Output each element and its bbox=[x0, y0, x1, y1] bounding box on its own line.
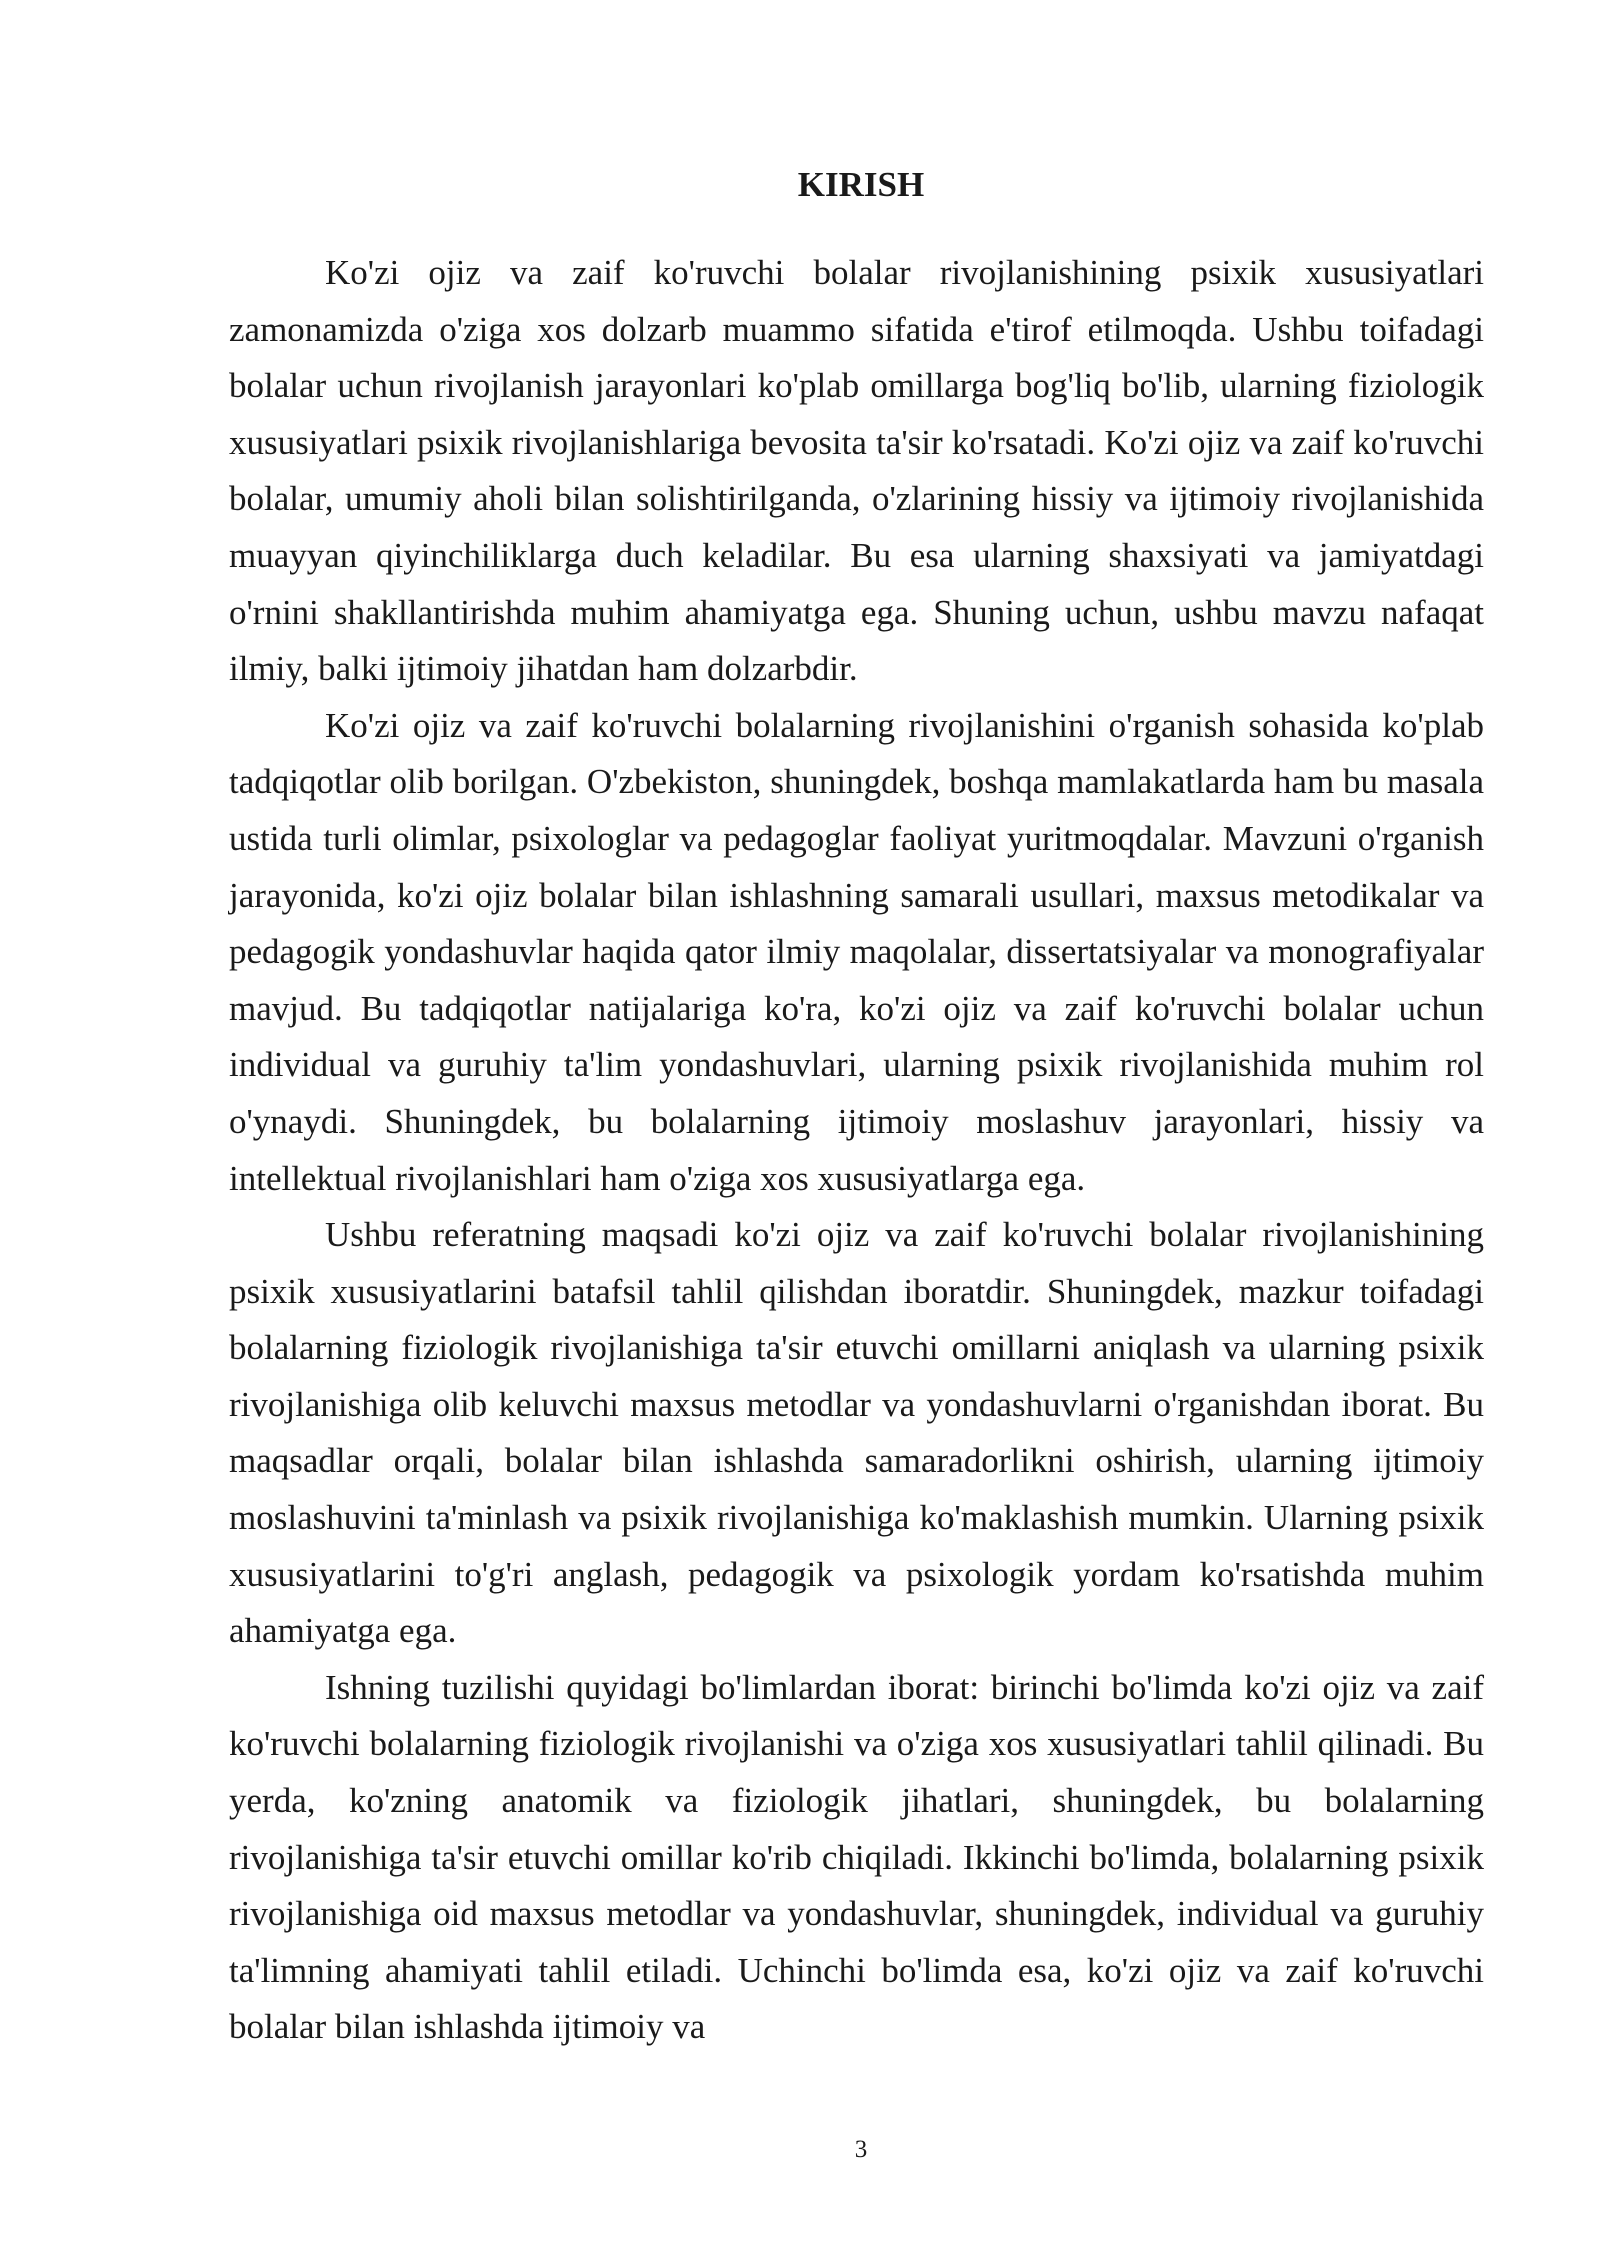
page-title: KIRISH bbox=[797, 165, 925, 204]
paragraph-2: Ko'zi ojiz va zaif ko'ruvchi bolalarning rivojlanishini o'rganish sohasida ko'plab tadqiqotlar olib borilgan. O'zbekiston, shuningdek, boshqa mamlakatlarda ham bu masala ustida turli olimlar, psixologlar va pedagoglar faoliyat yuritmoqdalar. Mavzuni o'rganish jarayonida, ko'zi ojiz bolalar bilan ishlashning samarali usullari, maxsus metodikalar va pedagogik yondashuvlar haqida qator ilmiy maqolalar, dissertatsiyalar va monografiyalar mavjud. Bu tadqiqotlar natijalariga ko'ra, ko'zi ojiz va zaif ko'ruvchi bolalar uchun individual va guruhiy ta'lim yondashuvlari, ularning psixik rivojlanishida muhim rol o'ynaydi. Shuningdek, bu bolalarning ijtimoiy moslashuv jarayonlari, hissiy va intellektual rivojlanishlari ham o'ziga xos xususiyatlarga ega. bbox=[229, 705, 1484, 1198]
page-number: 3 bbox=[854, 2136, 868, 2163]
paragraph-1: Ko'zi ojiz va zaif ko'ruvchi bolalar rivojlanishining psixik xususiyatlari zamonamizda o'ziga xos dolzarb muammo sifatida e'tirof etilmoqda. Ushbu toifadagi bolalar uchun rivojlanish jarayonlari ko'plab omillarga bog'liq bo'lib, ularning fiziologik xususiyatlari psixik rivojlanishlariga bevosita ta'sir ko'rsatadi. Ko'zi ojiz va zaif ko'ruvchi bolalar, umumiy aholi bilan solishtirilganda, o'zlarining hissiy va ijtimoiy rivojlanishida muayyan qiyinchiliklarga duch keladilar. Bu esa ularning shaxsiyati va jamiyatdagi o'rnini shakllantirishda muhim ahamiyatga ega. Shuning uchun, ushbu mavzu nafaqat ilmiy, balki ijtimoiy jihatdan ham dolzarbdir. bbox=[229, 253, 1484, 689]
body-text bbox=[229, 245, 1484, 2056]
paragraph-3: Ushbu referatning maqsadi ko'zi ojiz va zaif ko'ruvchi bolalar rivojlanishining psixik xususiyatlarini batafsil tahlil qilishdan iboratdir. Shuningdek, mazkur toifadagi bolalarning fiziologik rivojlanishiga ta'sir etuvchi omillarni aniqlash va ularning psixik rivojlanishiga olib keluvchi maxsus metodlar va yondashuvlarni o'rganishdan iborat. Bu maqsadlar orqali, bolalar bilan ishlashda samaradorlikni oshirish, ularning ijtimoiy moslashuvini ta'minlash va psixik rivojlanishiga ko'maklashish mumkin. Ularning psixik xususiyatlarini to'g'ri anglash, pedagogik va psixologik yordam ko'rsatishda muhim ahamiyatga ega. bbox=[229, 1215, 1484, 1651]
paragraph-4: Ishning tuzilishi quyidagi bo'limlardan iborat: birinchi bo'limda ko'zi ojiz va zaif ko'ruvchi bolalarning fiziologik rivojlanishi va o'ziga xos xususiyatlari tahlil qilinadi. Bu yerda, ko'zning anatomik va fiziologik jihatlari, shuningdek, bu bolalarning rivojlanishiga ta'sir etuvchi omillar ko'rib chiqiladi. Ikkinchi bo'limda, bolalarning psixik rivojlanishiga oid maxsus metodlar va yondashuvlar, shuningdek, individual va guruhiy ta'limning ahamiyati tahlil etiladi. Uchinchi bo'limda esa, ko'zi ojiz va zaif ko'ruvchi bolalar bilan ishlashda ijtimoiy va bbox=[229, 1667, 1484, 2047]
